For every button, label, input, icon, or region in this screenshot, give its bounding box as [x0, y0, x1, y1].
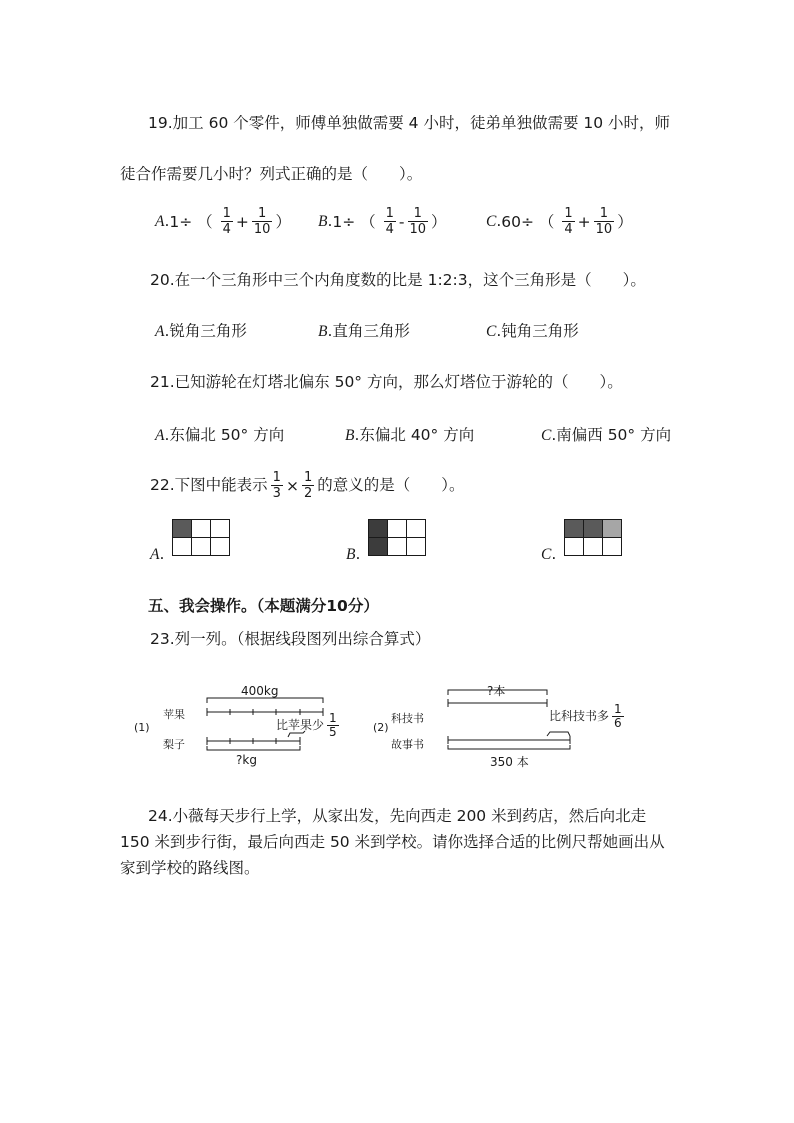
- fraction: $\frac{1}{10}$: [595, 206, 613, 237]
- q22-option-b-grid[interactable]: [368, 519, 426, 556]
- q23-stem: 23.列一列。（根据线段图列出综合算式）: [150, 630, 431, 648]
- fraction: $\frac{1}{10}$: [409, 206, 427, 237]
- fraction: $\frac{1}{3}$: [272, 470, 281, 501]
- q19-option-c[interactable]: C.60÷ （ $\frac{1}{4}$ + $\frac{1}{10}$ ）: [486, 206, 633, 237]
- fraction: $\frac{1}{4}$: [385, 206, 394, 237]
- q22-option-a-label[interactable]: A.: [150, 545, 165, 563]
- diagram2-note: 比科技书多 $\frac{1}{6}$: [549, 702, 622, 730]
- fraction: $\frac{1}{2}$: [303, 470, 313, 501]
- q21-option-c[interactable]: C.南偏西 50° 方向: [541, 426, 672, 444]
- section5-title: 五、我会操作。（本题满分10分）: [148, 597, 379, 615]
- bottom-brace: [207, 746, 300, 750]
- fraction: $\frac{1}{5}$: [329, 711, 337, 739]
- bottom-brace: [448, 745, 570, 749]
- extra-bracket: [547, 732, 570, 736]
- diagram2-question: ?本: [487, 684, 506, 698]
- option-letter: A: [155, 213, 165, 230]
- q19-option-b[interactable]: B.1÷ （ $\frac{1}{4}$ - $\frac{1}{10}$ ）: [318, 206, 447, 237]
- top-brace: [207, 698, 323, 703]
- diagram1-total: 400kg: [241, 684, 279, 698]
- option-letter: B: [318, 213, 328, 230]
- q19-option-a[interactable]: A.1÷ （ $\frac{1}{4}$ + $\frac{1}{10}$ ）: [155, 206, 291, 237]
- diagram2-index: (2): [373, 721, 389, 734]
- diagram1-note: 比苹果少 $\frac{1}{5}$: [276, 711, 337, 739]
- diagram1-label-bottom: 梨子: [163, 738, 185, 751]
- q22-option-a-grid[interactable]: [172, 519, 230, 556]
- q24-line2: 150 米到步行街，最后向西走 50 米到学校。请你选择合适的比例尺帮她画出从: [120, 833, 665, 851]
- q21-option-b[interactable]: B.东偏北 40° 方向: [345, 426, 475, 444]
- q19-line2: 徒合作需要几小时？列式正确的是（ ）。: [120, 165, 423, 183]
- diagram1-index: (1): [134, 721, 150, 734]
- q24-line1: 24.小薇每天步行上学，从家出发，先向西走 200 米到药店，然后向北走: [148, 807, 647, 825]
- fraction: $\frac{1}{6}$: [614, 702, 622, 730]
- fraction: $\frac{1}{10}$: [253, 206, 271, 237]
- diagram1-label-top: 苹果: [163, 708, 185, 721]
- q22-option-c-grid[interactable]: [564, 519, 622, 556]
- q20-option-a[interactable]: A.锐角三角形: [155, 322, 247, 340]
- diagram2-total: 350 本: [490, 755, 529, 769]
- fraction: $\frac{1}{4}$: [564, 206, 573, 237]
- q19-line1: 19.加工 60 个零件，师傅单独做需要 4 小时，徒弟单独做需要 10 小时，师: [148, 114, 671, 132]
- option-letter: C: [486, 213, 497, 230]
- diagram2-label-bottom: 故事书: [391, 738, 424, 751]
- q22-stem: 22.下图中能表示 $\frac{1}{3}$ × $\frac{1}{2}$ 的意义的是（ ）。: [150, 470, 465, 501]
- q24-line3: 家到学校的路线图。: [120, 859, 260, 877]
- fraction: $\frac{1}{4}$: [222, 206, 231, 237]
- q22-option-c-label[interactable]: C.: [541, 545, 557, 563]
- diagram1-question: ?kg: [236, 753, 257, 767]
- q20-option-b[interactable]: B.直角三角形: [318, 322, 410, 340]
- q20-option-c[interactable]: C.钝角三角形: [486, 322, 579, 340]
- q20-stem: 20.在一个三角形中三个内角度数的比是 1:2:3，这个三角形是（ ）。: [150, 271, 646, 289]
- q21-option-a[interactable]: A.东偏北 50° 方向: [155, 426, 285, 444]
- q21-stem: 21.已知游轮在灯塔北偏东 50° 方向，那么灯塔位于游轮的（ ）。: [150, 373, 623, 391]
- diagram2-label-top: 科技书: [391, 712, 424, 725]
- q22-option-b-label[interactable]: B.: [346, 545, 361, 563]
